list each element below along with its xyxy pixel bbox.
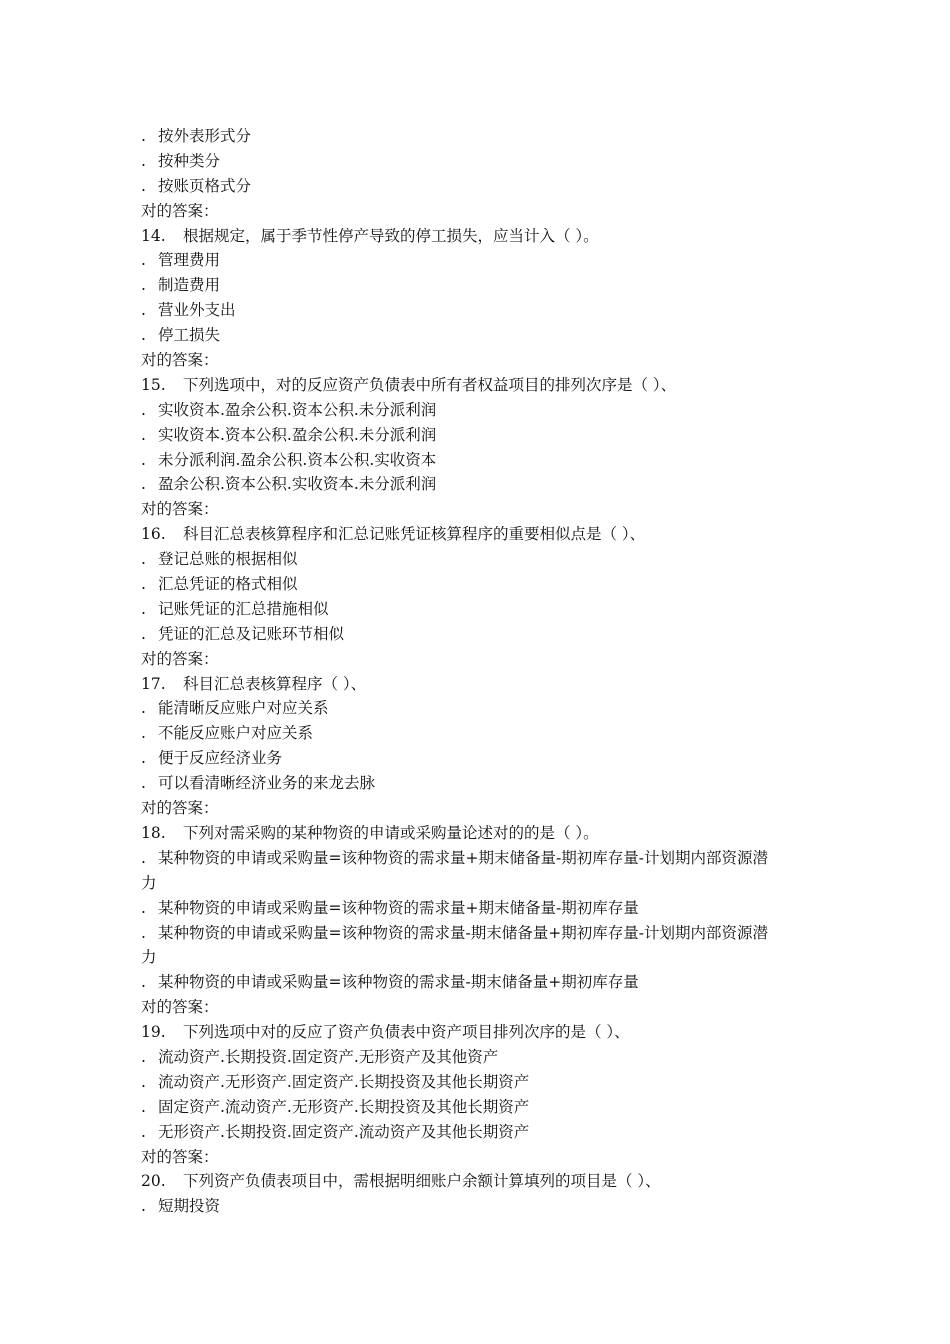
question-19 <box>141 1020 841 1045</box>
question-number: 18. <box>141 823 166 842</box>
option-line: . 管理费用 <box>141 251 221 270</box>
option-line: . 可以看清晰经济业务的来龙去脉 <box>141 774 376 793</box>
option-line: . 盈余公积.资本公积.实收资本.未分派利润 <box>141 475 437 494</box>
option-line: . 固定资产.流动资产.无形资产.长期投资及其他长期资产 <box>141 1097 530 1116</box>
option-line: . 某种物资的申请或采购量=该种物资的需求量-期末储备量+期初库存量 <box>141 973 639 992</box>
document-content <box>141 124 841 1219</box>
option-line: . 营业外支出 <box>141 301 236 320</box>
question-20 <box>141 1169 841 1194</box>
option-line: . 某种物资的申请或采购量=该种物资的需求量+期末储备量-期初库存量 <box>141 898 639 917</box>
answer-label: 对的答案： <box>141 1147 219 1166</box>
question-number: 20. <box>141 1172 166 1191</box>
option-line: . 能清晰反应账户对应关系 <box>141 699 329 718</box>
option-line: . 某种物资的申请或采购量=该种物资的需求量+期末储备量-期初库存量-计划期内部资源潜 <box>141 848 768 867</box>
question-text: 下列资产负债表项目中，需根据明细账户余额计算填列的项目是（ ）、 <box>183 1172 661 1191</box>
question-text: 下列选项中，对的反应资产负债表中所有者权益项目的排列次序是（ ）、 <box>183 375 677 394</box>
question-18 <box>141 821 841 846</box>
option-line: . 汇总凭证的格式相似 <box>141 575 298 594</box>
question-16 <box>141 522 841 547</box>
option-line: . 流动资产.长期投资.固定资产.无形资产及其他资产 <box>141 1047 499 1066</box>
option-line: . 记账凭证的汇总措施相似 <box>141 599 329 618</box>
answer-label: 对的答案： <box>141 649 219 668</box>
question-text: 科目汇总表核算程序（ ）、 <box>183 674 367 693</box>
option-line: . 登记总账的根据相似 <box>141 550 298 569</box>
answer-label: 对的答案： <box>141 799 219 818</box>
option-line: . 实收资本.盈余公积.资本公积.未分派利润 <box>141 400 437 419</box>
answer-label: 对的答案： <box>141 351 219 370</box>
option-line: . 凭证的汇总及记账环节相似 <box>141 624 345 643</box>
option-line: . 实收资本.资本公积.盈余公积.未分派利润 <box>141 425 437 444</box>
question-14 <box>141 224 841 249</box>
option-line: . 按种类分 <box>141 151 221 170</box>
option-line: . 不能反应账户对应关系 <box>141 724 314 743</box>
option-line: . 制造费用 <box>141 276 221 295</box>
question-17 <box>141 672 841 697</box>
option-line: . 停工损失 <box>141 326 221 345</box>
option-line: . 某种物资的申请或采购量=该种物资的需求量-期末储备量+期初库存量-计划期内部资源潜 <box>141 923 768 942</box>
question-text: 下列选项中对的反应了资产负债表中资产项目排列次序的是（ ）、 <box>183 1023 630 1042</box>
answer-label: 对的答案： <box>141 998 219 1017</box>
question-text: 科目汇总表核算程序和汇总记账凭证核算程序的重要相似点是（ ）、 <box>183 525 646 544</box>
option-line: . 按账页格式分 <box>141 176 252 195</box>
question-number: 16. <box>141 525 166 544</box>
answer-label: 对的答案： <box>141 201 219 220</box>
option-line: . 流动资产.无形资产.固定资产.长期投资及其他长期资产 <box>141 1072 530 1091</box>
question-text: 根据规定，属于季节性停产导致的停工损失，应当计入（ ）。 <box>183 226 599 245</box>
option-line: . 无形资产.长期投资.固定资产.流动资产及其他长期资产 <box>141 1122 530 1141</box>
option-line: . 短期投资 <box>141 1197 221 1216</box>
question-number: 15. <box>141 375 166 394</box>
option-line: . 按外表形式分 <box>141 127 252 145</box>
question-text: 下列对需采购的某种物资的申请或采购量论述对的的是（ ）。 <box>183 823 599 842</box>
option-line: . 便于反应经济业务 <box>141 749 283 768</box>
option-line-continuation: 力 <box>141 873 157 892</box>
option-line: . 未分派利润.盈余公积.资本公积.实收资本 <box>141 450 437 469</box>
question-15 <box>141 373 841 398</box>
answer-label: 对的答案： <box>141 500 219 519</box>
option-line-continuation: 力 <box>141 948 157 967</box>
question-number: 19. <box>141 1023 166 1042</box>
question-number: 14. <box>141 226 166 245</box>
question-number: 17. <box>141 674 166 693</box>
